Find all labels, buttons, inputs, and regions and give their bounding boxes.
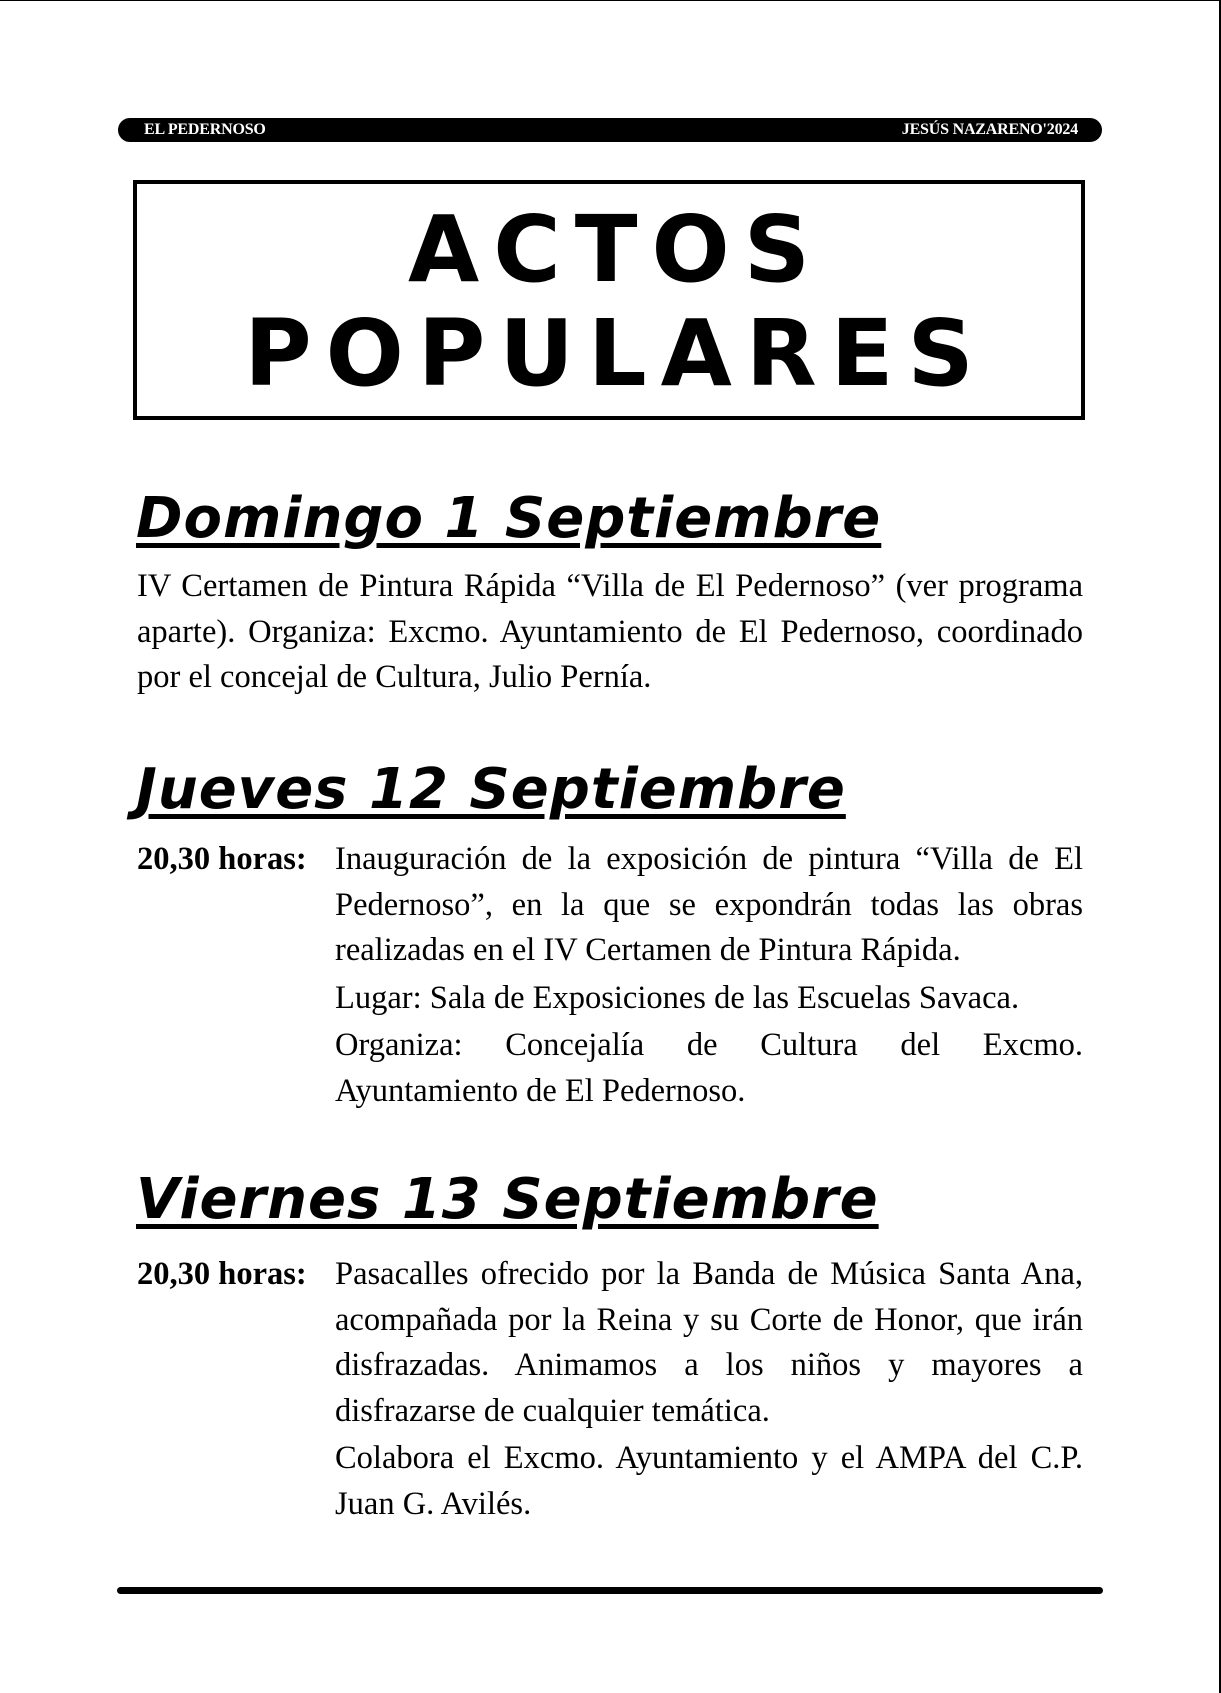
event-time: 20,30 horas: xyxy=(137,1256,307,1292)
header-left-label: EL PEDERNOSO xyxy=(144,121,266,138)
section-text-domingo: IV Certamen de Pintura Rápida “Villa de El Pedernoso” (ver programa aparte). Organiza: Excmo. Ayuntamiento de El Pedernoso, coordinado por el concejal de Cultura, Julio Pernía. xyxy=(137,568,1083,695)
title-line-2: POPULARES xyxy=(244,300,988,407)
event-organizer: Organiza: Concejalía de Cultura del Excmo. Ayuntamiento de El Pedernoso. xyxy=(335,1027,1083,1109)
header-right-label: JESÚS NAZARENO'2024 xyxy=(901,121,1078,138)
event-collaborators: Colabora el Excmo. Ayuntamiento y el AMPA del C.P. Juan G. Avilés. xyxy=(335,1440,1083,1522)
section-heading-jueves: Jueves 12 Septiembre xyxy=(136,757,846,822)
header-bar xyxy=(118,118,1102,142)
event-body xyxy=(335,837,1083,1116)
page-border-top xyxy=(0,0,1221,1)
event-description: Pasacalles ofrecido por la Banda de Música Santa Ana, acompañada por la Reina y su Corte de Honor, que irán disfrazadas. Animamos a los niños y mayores a disfrazarse de cualquier temática. xyxy=(335,1256,1083,1429)
event-description: Inauguración de la exposición de pintura “Villa de El Pedernoso”, en la que se expondrán todas las obras realizadas en el IV Certamen de Pintura Rápida. xyxy=(335,841,1083,968)
event-viernes xyxy=(137,1252,1083,1529)
section-heading-viernes: Viernes 13 Septiembre xyxy=(136,1167,879,1232)
section-heading-domingo: Domingo 1 Septiembre xyxy=(136,486,882,551)
event-location: Lugar: Sala de Exposiciones de las Escuelas Savaca. xyxy=(335,979,1020,1016)
title-box xyxy=(133,180,1085,420)
title-line-1: ACTOS xyxy=(408,196,824,303)
footer-rule xyxy=(117,1587,1103,1594)
event-time: 20,30 horas: xyxy=(137,841,307,877)
event-body xyxy=(335,1252,1083,1529)
event-jueves xyxy=(137,837,1083,1116)
